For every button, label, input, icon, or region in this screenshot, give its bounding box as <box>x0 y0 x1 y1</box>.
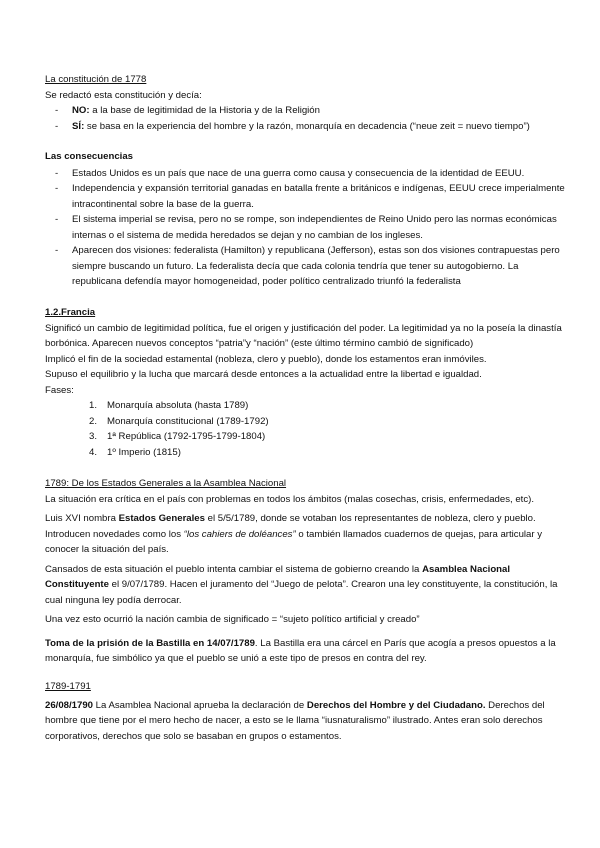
list-item: 4. 1º Imperio (1815) <box>89 446 181 458</box>
section-consecuencias <box>45 149 565 290</box>
paragraph: Luis XVI nombra Estados Generales el 5/5/1789, donde se votaban los representantes de nobleza, clero y pueblo. Introducen novedades como los “los cahiers de doléances” o también llamados cuadernos de quejas, para articular y conocer la situación del país. <box>45 513 543 555</box>
paragraph: Implicó el fin de la sociedad estamental (nobleza, clero y pueblo), donde los estamentos eran inmóviles. <box>45 353 487 365</box>
paragraph: 26/08/1790 La Asamblea Nacional aprueba la declaración de Derechos del Hombre y del Ciudadano. Derechos del hombre que tiene por el mero hecho de nacer, a esto se le llama “iusnaturalismo” ilustrado. Antes eran solo derechos corporativos, derechos que solo se basaban en grupos o estamentos. <box>45 699 545 742</box>
paragraph: Cansados de esta situación el pueblo intenta cambiar el sistema de gobierno creando la Asamblea Nacional Constituyente el 9/07/1789. Hacen el juramento del “Juego de pelota”. Crearon una ley constituyente, la constitución, la cual ninguna ley podía derrocar. <box>45 563 558 606</box>
section-constitucion-1778 <box>45 72 565 134</box>
list-item: - NO: a la base de legitimidad de la Historia y de la Religión <box>45 103 565 119</box>
paragraph: Significó un cambio de legitimidad política, fue el origen y justificación del poder. La legitimidad ya no la poseía la dinastía borbónica. Aparecen nuevos conceptos “patria”y “nación” (este último término cambió de significado) <box>45 322 562 349</box>
section-francia <box>45 305 565 460</box>
section-1789-estados-generales <box>45 476 565 667</box>
paragraph: La situación era crítica en el país con problemas en todos los ámbitos (malas cosechas, crisis, enfermedades, etc). <box>45 493 534 505</box>
paragraph: Una vez esto ocurrió la nación cambia de significado = “sujeto político artificial y creado” <box>45 614 420 625</box>
list-item: 1. Monarquía absoluta (hasta 1789) <box>89 400 249 411</box>
list-item: - Aparecen dos visiones: federalista (Hamilton) y republicana (Jefferson), estas son dos visiones contrapuestas pero siempre buscando un futuro. La federalista decía que cada colonia tendría que tener su autogobierno. La republicana defendía mayor homogeneidad, poder político centralizado triunfó la federalista <box>45 243 565 290</box>
fases-label: Fases: <box>45 384 74 396</box>
list-item: - SÍ: se basa en la experiencia del hombre y la razón, monarquía en decadencia (“neue zeit = nuevo tiempo”) <box>45 119 565 135</box>
section-title: La constitución de 1778 <box>45 74 147 85</box>
section-title: 1789-1791 <box>45 681 91 692</box>
list-item: - Independencia y expansión territorial ganadas en batalla frente a británicos e indígenas, EEUU crece imperialmente intracontinental sobre la base de la guerra. <box>45 181 565 212</box>
paragraph: Toma de la prisión de la Bastilla en 14/07/1789. La Bastilla era una cárcel en París que acogía a presos opuestos a la monarquía, fue simbólico ya que el pueblo se unió a este tipo de presos en contra del rey. <box>45 637 556 664</box>
paragraph: Supuso el equilibrio y la lucha que marcará desde entonces a la actualidad entre la libertad e igualdad. <box>45 369 482 380</box>
list-item: 3. 1ª República (1792-1795-1799-1804) <box>89 431 266 442</box>
list-item: - Estados Unidos es un país que nace de una guerra como causa y consecuencia de la identidad de EEUU. <box>45 166 565 182</box>
section-title: 1789: De los Estados Generales a la Asamblea Nacional <box>45 478 287 489</box>
list-item: 2. Monarquía constitucional (1789-1792) <box>89 415 269 427</box>
section-title: Las consecuencias <box>45 151 133 162</box>
list-item: - El sistema imperial se revisa, pero no se rompe, son independientes de Reino Unido pero las normas económicas internas o el sistema de medida heredados se dejan y no cambian de los ingleses. <box>45 212 565 243</box>
section-title: 1.2.Francia <box>45 307 96 318</box>
paragraph: Se redactó esta constitución y decía: <box>45 89 202 101</box>
section-1789-1791 <box>45 679 565 744</box>
